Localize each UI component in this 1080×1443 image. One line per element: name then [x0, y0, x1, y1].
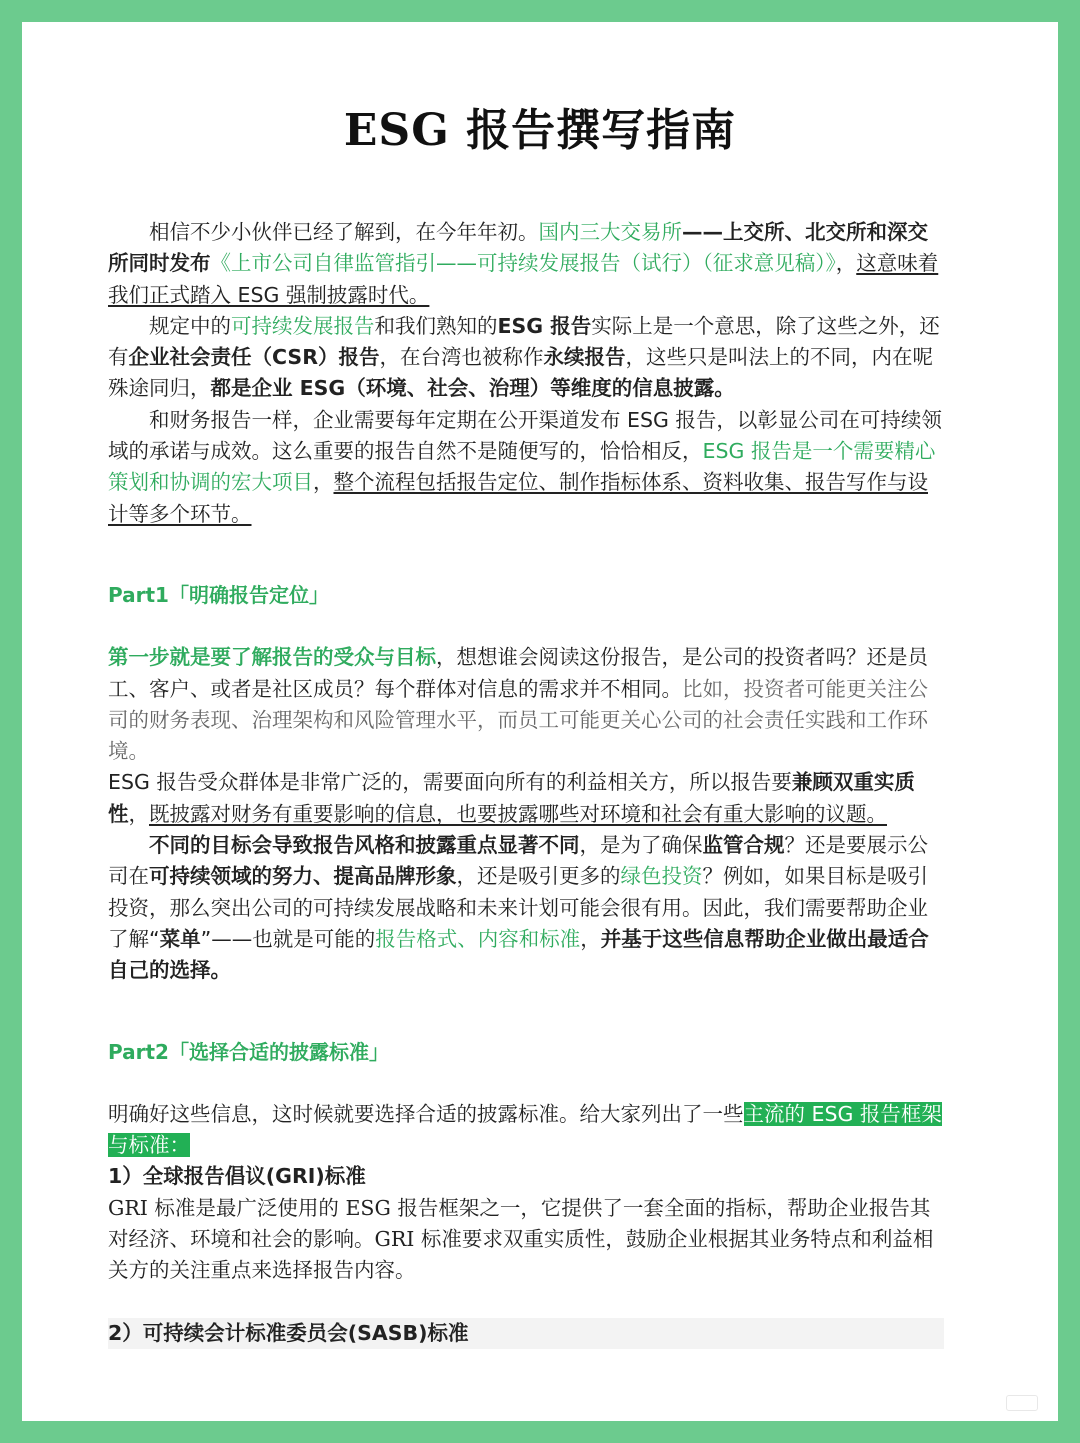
bold-text: 并基于这些信息帮助企业做出最适合自己的选择。 [108, 926, 929, 983]
document-page [22, 22, 1058, 1421]
section-heading-part2: Part2「选择合适的披露标准」 [108, 1039, 389, 1064]
guideline-title: 《上市公司自律监管指引——可持续发展报告（试行）（征求意见稿）》 [210, 251, 836, 276]
text-run: 规定中的 [149, 313, 231, 338]
part1-paragraph-3 [108, 830, 944, 986]
bold-text: 可持续领域的努力、提高品牌形象 [149, 864, 457, 889]
text-run: ，想想谁会阅读这份报告，是公司的投资者吗？还是员工、客户、或者是社区成员？每个群体对信息的需求并不相同。 [108, 645, 928, 701]
document-body [108, 217, 944, 1349]
part1-paragraph-1 [108, 642, 944, 767]
page-title: ESG 报告撰写指南 [343, 105, 737, 156]
intro-paragraph-1 [108, 217, 944, 311]
part2-paragraph-1 [108, 1099, 944, 1162]
bold-text: 监管合规 [702, 833, 785, 858]
bold-text: 不同的目标会导致报告风格和披露重点显著不同 [149, 833, 580, 858]
bold-text: 企业社会责任（CSR）报告 [128, 345, 380, 370]
text-run: ？例如，如果目标是吸引投资，那么突出公司的可持续发展战略和未来计划可能会很有用。因此，我们需要帮助企业了解“ [108, 864, 928, 951]
text-run: ， [128, 801, 149, 826]
text-run: ESG 报告受众群体是非常广泛的，需要面向所有的利益相关方，所以报告要 [108, 770, 792, 795]
highlight-text: 第一步就是要了解报告的受众与目标 [108, 645, 436, 670]
highlight-text: 绿色投资 [620, 864, 703, 889]
text-run: 和财务报告一样，企业需要每年定期在公开渠道发布 ESG 报告，以彰显公司在可持续领域的承诺与成效。这么重要的报告自然不是随便写的，恰恰相反， [108, 407, 942, 464]
standard-item-description: GRI 标准是最广泛使用的 ESG 报告框架之一，它提供了一套全面的指标，帮助企业报告其对经济、环境和社会的影响。GRI 标准要求双重实质性，鼓励企业根据其业务特点和利益相关方的关注重点来选择报告内容。 [108, 1195, 934, 1283]
standard-item-title: 1）全球报告倡议(GRI)标准 [108, 1164, 366, 1189]
part1-paragraph-2 [108, 767, 944, 830]
text-run: ， [835, 251, 857, 276]
intro-paragraph-2 [108, 311, 944, 405]
highlight-text: 可持续发展报告 [231, 313, 375, 338]
highlight-text: ESG 报告是一个需要精心策划和协调的宏大项目 [108, 439, 936, 495]
highlight-text: 国内三大交易所 [538, 220, 682, 244]
standard-item-title: 2）可持续会计标准委员会(SASB)标准 [108, 1318, 944, 1349]
bold-text: 都是企业 ESG（环境、社会、治理）等维度的信息披露。 [210, 376, 735, 401]
text-run: 和我们熟知的 [374, 313, 498, 338]
highlight-text: 报告格式、内容和标准 [375, 926, 581, 951]
underlined-text: 这意味着我们正式踏入 ESG 强制披露时代。 [108, 251, 939, 307]
text-run: 明确好这些信息，这时候就要选择合适的披露标准。给大家列出了一些 [108, 1101, 744, 1126]
text-run: ”——也就是可能的 [200, 926, 376, 951]
text-run: ，还是吸引更多的 [456, 864, 621, 889]
spacer [108, 1287, 944, 1318]
bold-text: 菜单 [159, 926, 201, 951]
text-run: ？还是要展示公司在 [108, 833, 928, 889]
text-run: ， [580, 926, 601, 951]
section-heading-part1: Part1「明确报告定位」 [108, 582, 329, 607]
text-run: ，在台湾也被称作 [379, 345, 544, 370]
underlined-text: 既披露对财务有重要影响的信息，也要披露哪些对环境和社会有重大影响的议题。 [149, 801, 887, 826]
bold-text: 兼顾双重实质性 [108, 770, 915, 826]
bold-text: 永续报告 [543, 345, 626, 370]
text-run: ，这些只是叫法上的不同，内在呢殊途同归， [108, 345, 933, 401]
underlined-text: 整个流程包括报告定位、制作指标体系、资料收集、报告写作与设计等多个环节。 [108, 470, 928, 526]
intro-paragraph-3 [108, 405, 944, 530]
text-run: ， [313, 470, 334, 495]
text-run: 实际上是一个意思，除了这些之外，还有 [108, 313, 940, 370]
bold-text: ESG 报告 [497, 313, 592, 338]
text-run: ，是为了确保 [579, 833, 703, 858]
bold-text: ——上交所、北交所和深交所同时发布 [108, 220, 928, 276]
text-run: 相信不少小伙伴已经了解到，在今年年初。 [149, 220, 539, 244]
watermark-mark [1006, 1395, 1038, 1411]
muted-text: 比如，投资者可能更关注公司的财务表现、治理架构和风险管理水平，而员工可能更关心公司的社会责任实践和工作环境。 [108, 676, 928, 764]
highlighted-text: 主流的 ESG 报告框架与标准： [108, 1101, 942, 1158]
